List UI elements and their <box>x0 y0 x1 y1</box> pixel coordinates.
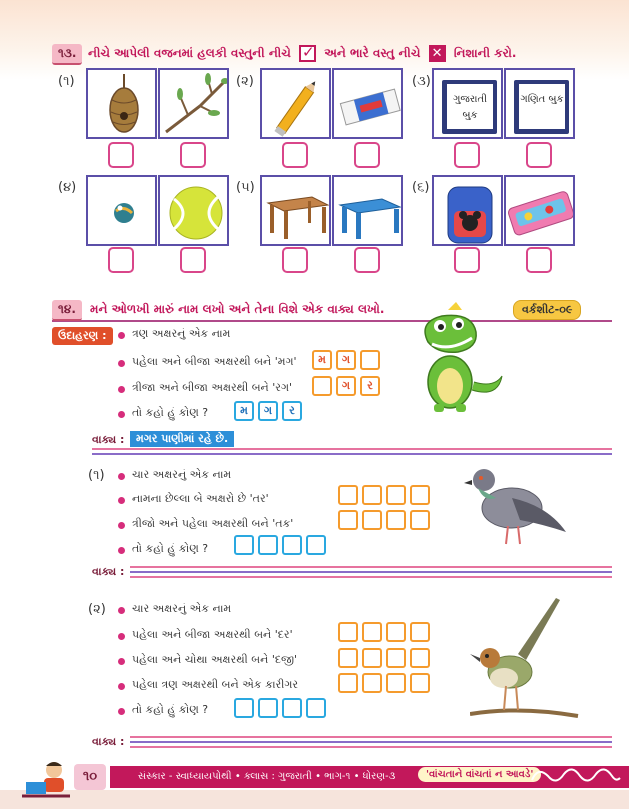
question-14-instruction: મને ઓળખી મારું નામ લખો અને તેના વિશે એક વાક્ય લખો. <box>90 302 385 316</box>
letter-box: ગ <box>336 376 356 396</box>
letter-box[interactable] <box>338 485 358 505</box>
answer-letter-box: મ <box>234 401 254 421</box>
answer-letter-box[interactable] <box>234 698 254 718</box>
tennis-ball-icon <box>160 177 229 246</box>
group-3-label: (૩) <box>412 74 431 89</box>
answer-letter-box[interactable] <box>258 535 278 555</box>
answer-letter-box[interactable] <box>306 535 326 555</box>
part2-clue-5: તો કહો હું કોણ ? <box>132 703 209 716</box>
answer-box-group4-a[interactable] <box>108 247 134 273</box>
nest-icon <box>88 70 157 139</box>
letter-box[interactable] <box>386 673 406 693</box>
example-label: ઉદાહરણ : <box>52 327 113 345</box>
answer-letter-box: ગ <box>258 401 278 421</box>
question-14-number: ૧૪. <box>52 300 82 321</box>
branch-image <box>158 68 229 139</box>
crocodile-icon <box>398 302 508 414</box>
part2-sentence-label: વાક્ય : <box>92 735 125 748</box>
maths-book-label: ગણિત બુક <box>518 83 566 130</box>
answer-box-group5-b[interactable] <box>354 247 380 273</box>
gujarati-book-label: ગુજરાતી બુક <box>446 83 494 130</box>
reading-child-icon <box>20 760 72 802</box>
school-bag-icon <box>434 177 503 246</box>
page-number: ૧૦ <box>74 764 106 790</box>
plastic-table-icon <box>334 177 403 246</box>
question-13-number: ૧૩. <box>52 44 82 65</box>
maths-book-image <box>504 68 575 139</box>
pencil-box-icon <box>506 177 575 246</box>
tennis-ball-image <box>158 175 229 246</box>
answer-box-group3-a[interactable] <box>454 142 480 168</box>
letter-box[interactable] <box>362 485 382 505</box>
letter-box[interactable] <box>410 485 430 505</box>
answer-letter-box: ર <box>282 401 302 421</box>
part2-clue-2: પહેલા અને બીજા અક્ષરથી બને 'દર' <box>132 628 293 641</box>
letter-box: ર <box>360 376 380 396</box>
letter-box[interactable] <box>362 673 382 693</box>
letter-box[interactable] <box>410 622 430 642</box>
pigeon-icon <box>462 458 572 550</box>
answer-box-group6-b[interactable] <box>526 247 552 273</box>
part-2-label: (૨) <box>88 602 106 617</box>
instruction-part-2: અને ભારે વસ્તુ નીચે <box>324 46 421 60</box>
writing-line[interactable] <box>130 566 612 568</box>
nest-image <box>86 68 157 139</box>
part-1-label: (૧) <box>88 468 105 483</box>
bullet <box>118 658 125 665</box>
bullet <box>118 522 125 529</box>
writing-line[interactable] <box>130 571 612 573</box>
letter-box <box>360 350 380 370</box>
pencil-box-image <box>504 175 575 246</box>
letter-box[interactable] <box>362 622 382 642</box>
page-footer <box>0 760 629 809</box>
bullet <box>118 386 125 393</box>
group-6-label: (૬) <box>412 180 430 195</box>
group-1-label: (૧) <box>58 74 75 89</box>
writing-line[interactable] <box>130 746 612 748</box>
letter-box[interactable] <box>410 648 430 668</box>
answer-letter-box[interactable] <box>282 535 302 555</box>
bullet <box>118 411 125 418</box>
answer-letter-box[interactable] <box>282 698 302 718</box>
tailorbird-icon <box>470 590 580 730</box>
letter-box[interactable] <box>386 648 406 668</box>
letter-box[interactable] <box>338 622 358 642</box>
letter-box[interactable] <box>386 510 406 530</box>
letter-box[interactable] <box>338 510 358 530</box>
bullet <box>118 708 125 715</box>
letter-box[interactable] <box>386 622 406 642</box>
wooden-table-image <box>260 175 331 246</box>
answer-box-group2-a[interactable] <box>282 142 308 168</box>
worksheet-tag: વર્કશીટ-૦૯ <box>513 300 581 320</box>
answer-box-group4-b[interactable] <box>180 247 206 273</box>
answer-box-group6-a[interactable] <box>454 247 480 273</box>
part2-clue-3: પહેલા અને ચોથા અક્ષરથી બને 'દજી' <box>132 653 298 666</box>
bullet <box>118 497 125 504</box>
marble-icon <box>88 177 157 246</box>
letter-box[interactable] <box>410 510 430 530</box>
writing-line <box>92 453 612 455</box>
question-13-instruction <box>88 45 516 62</box>
gujarati-book-image <box>432 68 503 139</box>
cross-mark-icon: ✕ <box>429 45 446 62</box>
letter-box: મ <box>312 350 332 370</box>
group-4-label: (૪) <box>58 180 77 195</box>
writing-line[interactable] <box>130 741 612 743</box>
section-divider <box>52 320 612 322</box>
letter-box: ગ <box>336 350 356 370</box>
example-sentence: મગર પાણીમાં રહે છે. <box>130 431 234 447</box>
footer-slogan: 'વાંચતાને વાંચતાં ન આવડે' <box>418 767 541 782</box>
group-2-label: (૨) <box>236 74 254 89</box>
example-clue-4: તો કહો હું કોણ ? <box>132 406 209 419</box>
instruction-part-3: નિશાની કરો. <box>453 46 517 60</box>
footer-stripe <box>0 790 629 809</box>
letter-box <box>312 376 332 396</box>
pencil-icon <box>262 70 331 139</box>
bullet <box>118 683 125 690</box>
letter-box[interactable] <box>338 648 358 668</box>
example-clue-1: ત્રણ અક્ષરનું એક નામ <box>132 327 231 340</box>
letter-box[interactable] <box>362 648 382 668</box>
answer-box-group1-a[interactable] <box>108 142 134 168</box>
part1-clue-4: તો કહો હું કોણ ? <box>132 542 209 555</box>
part1-clue-3: ત્રીજો અને પહેલા અક્ષરથી બને 'તક' <box>132 517 294 530</box>
letter-box[interactable] <box>338 673 358 693</box>
example-clue-2: પહેલા અને બીજા અક્ષરથી બને 'મગ' <box>132 355 297 368</box>
bullet <box>118 547 125 554</box>
letter-box[interactable] <box>362 510 382 530</box>
answer-box-group2-b[interactable] <box>354 142 380 168</box>
part1-clue-1: ચાર અક્ષરનું એક નામ <box>132 468 232 481</box>
marble-image <box>86 175 157 246</box>
eraser-image <box>332 68 403 139</box>
answer-box-group1-b[interactable] <box>180 142 206 168</box>
school-bag-image <box>432 175 503 246</box>
example-clue-3: ત્રીજા અને બીજા અક્ષરથી બને 'રગ' <box>132 381 293 394</box>
answer-letter-box[interactable] <box>258 698 278 718</box>
part2-clue-1: ચાર અક્ષરનું એક નામ <box>132 602 232 615</box>
answer-letter-box[interactable] <box>306 698 326 718</box>
bullet <box>118 332 125 339</box>
letter-box[interactable] <box>386 485 406 505</box>
eraser-icon <box>334 70 403 139</box>
answer-letter-box[interactable] <box>234 535 254 555</box>
answer-box-group5-a[interactable] <box>282 247 308 273</box>
plastic-table-image <box>332 175 403 246</box>
part2-clue-4: પહેલા ત્રણ અક્ષરથી બને એક કારીગર <box>132 678 299 691</box>
part1-sentence-label: વાક્ય : <box>92 565 125 578</box>
instruction-part-1: નીચે આપેલી વજનમાં હલકી વસ્તુની નીચે <box>88 46 291 60</box>
writing-line <box>92 448 612 450</box>
group-5-label: (૫) <box>236 180 255 195</box>
wooden-table-icon <box>262 177 331 246</box>
tick-mark-icon: ✓ <box>299 45 316 62</box>
answer-box-group3-b[interactable] <box>526 142 552 168</box>
bullet <box>118 607 125 614</box>
swirl-decoration-icon <box>528 764 624 790</box>
bullet <box>118 633 125 640</box>
writing-line[interactable] <box>130 576 612 578</box>
footer-bar: સંસ્કાર - સ્વાધ્યાયપોથી • ક્લાસ : ગુજરાતી • ભાગ-૧ • ધોરણ-૩ <box>110 766 629 788</box>
writing-line[interactable] <box>130 736 612 738</box>
part1-clue-2: નામના છેલ્લા બે અક્ષરો છે 'તર' <box>132 492 269 505</box>
example-sentence-label: વાક્ય : <box>92 433 125 446</box>
letter-box[interactable] <box>410 673 430 693</box>
bullet <box>118 360 125 367</box>
pencil-image <box>260 68 331 139</box>
branch-icon <box>160 70 229 139</box>
bullet <box>118 473 125 480</box>
